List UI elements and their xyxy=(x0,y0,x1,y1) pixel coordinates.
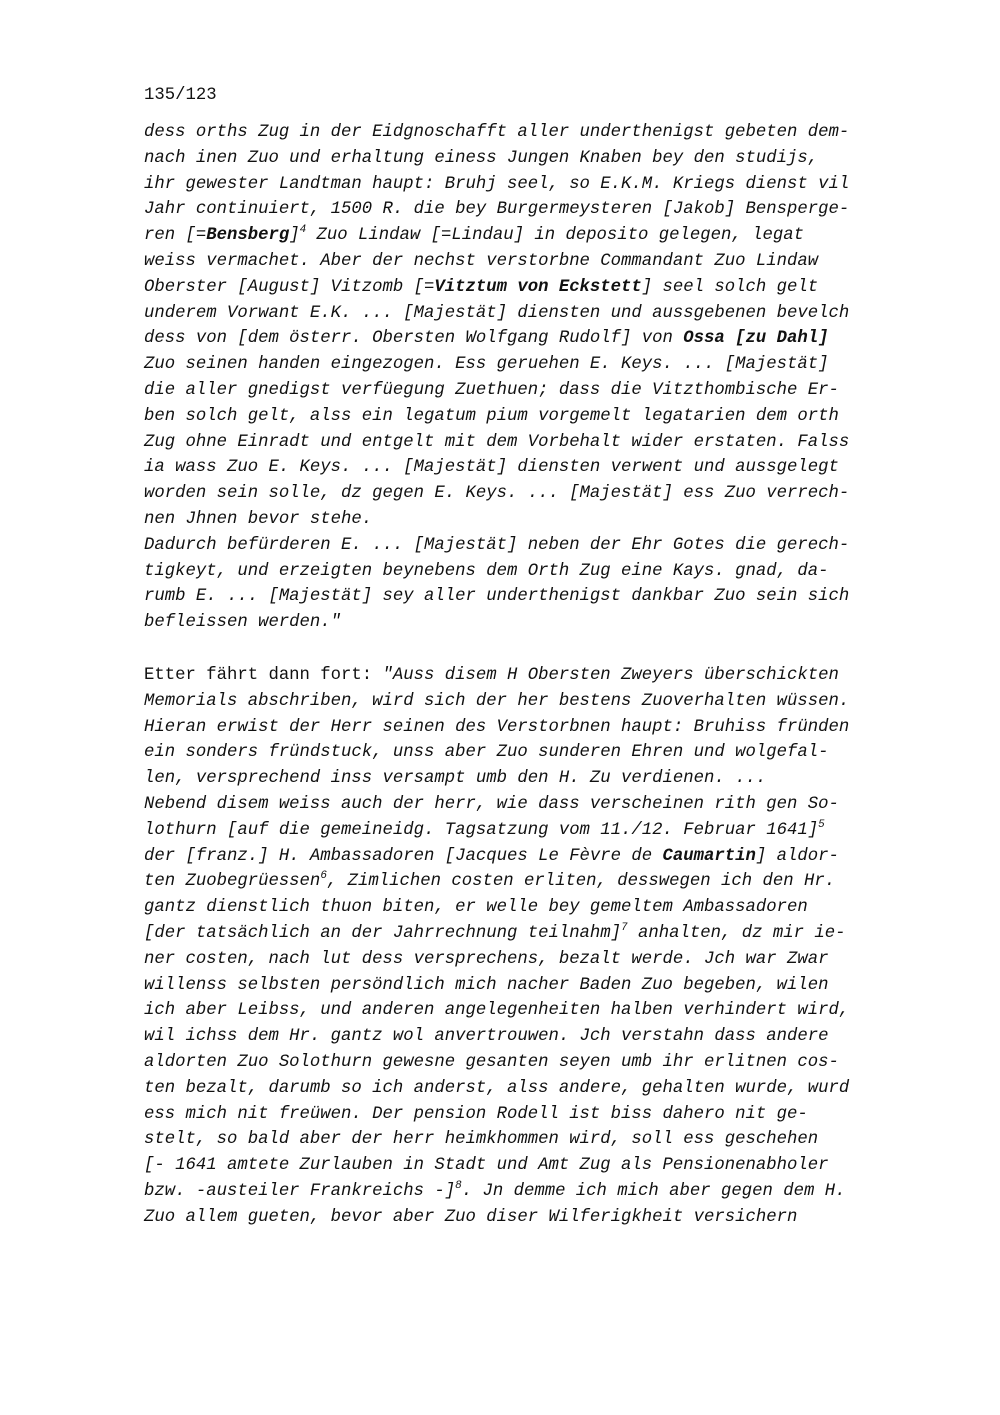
text-line xyxy=(144,559,849,585)
text-run: der [franz.] H. Ambassadoren [Jacques Le Fèvre de xyxy=(144,846,663,866)
text-line xyxy=(144,1205,849,1231)
text-run: dess von [dem österr. Obersten Wolfgang Rudolf] von xyxy=(144,329,684,349)
text-line xyxy=(144,352,849,378)
text-run: ren [= xyxy=(144,226,207,246)
text-line xyxy=(144,973,849,999)
text-line xyxy=(144,326,849,352)
quoted-letter-paragraph xyxy=(144,120,849,636)
text-run: rumb E. ... [Majestät] sey aller underthenigst dankbar Zuo sein sich xyxy=(144,587,850,607)
text-run: Zuo Lindaw [=Lindau] in deposito gelegen, legat xyxy=(306,226,804,246)
text-run: Zug ohne Einradt und entgelt mit dem Vorbehalt wider erstaten. Falss xyxy=(144,432,850,452)
text-run: Etter fährt dann fort: xyxy=(144,666,383,685)
text-run: [- 1641 amtete Zurlauben in Stadt und Amt Zug als Pensionenabholer xyxy=(144,1156,829,1176)
text-line xyxy=(144,301,849,327)
bold-name: Caumartin xyxy=(662,846,756,866)
footnote-marker: 4 xyxy=(299,224,307,237)
text-line xyxy=(144,507,849,533)
text-run: "Auss disem H Obersten Zweyers überschickten xyxy=(382,666,839,685)
text-run: ] xyxy=(289,226,300,246)
text-line xyxy=(144,197,849,223)
bold-name: Ossa [zu Dahl] xyxy=(683,329,829,349)
text-line xyxy=(144,1050,849,1076)
text-line xyxy=(144,998,849,1024)
page-number: 135/123 xyxy=(144,86,217,105)
text-line xyxy=(144,120,849,146)
text-run: Zuo allem gueten, bevor aber Zuo diser Wilferigkheit versichern xyxy=(144,1207,798,1227)
text-run: underem Vorwant E.K. ... [Majestät] diensten und aussgebenen bevelch xyxy=(144,303,850,323)
text-run: weiss vermachet. Aber der nechst verstorbne Commandant Zuo Lindaw xyxy=(144,251,819,271)
text-run: Memorials abschriben, wird sich der her bestens Zuoverhalten wüssen. xyxy=(144,691,850,711)
text-line xyxy=(144,610,849,636)
text-run: aldorten Zuo Solothurn gewesne gesanten seyen umb ihr erlitnen cos- xyxy=(144,1052,839,1072)
text-run: ] seel solch gelt xyxy=(641,277,819,297)
text-line xyxy=(144,766,849,792)
text-run: Hieran erwist der Herr seinen des Verstorbnen haupt: Bruhiss fründen xyxy=(144,717,850,737)
etter-continuation-paragraph xyxy=(144,663,849,1231)
text-run: ner costen, nach lut dess versprechens, bezalt werde. Jch war Zwar xyxy=(144,949,829,969)
bold-name: Vitztum von Eckstett xyxy=(434,277,642,297)
text-line xyxy=(144,404,849,430)
text-line xyxy=(144,1153,849,1179)
text-run: nach inen Zuo und erhaltung einess Jungen Knaben bey den studijs, xyxy=(144,148,819,168)
text-line xyxy=(144,921,849,947)
text-run: Nebend disem weiss auch der herr, wie dass verscheinen rith gen So- xyxy=(144,794,839,814)
text-line xyxy=(144,1179,849,1205)
text-line xyxy=(144,146,849,172)
text-run: Zuo seinen handen eingezogen. Ess geruehen E. Keys. ... [Majestät] xyxy=(144,355,829,375)
text-run: ein sonders fründstuck, unss aber Zuo sunderen Ehren und wolgefal- xyxy=(144,743,829,763)
text-run: tigkeyt, und erzeigten beynebens dem Orth Zug eine Kays. gnad, da- xyxy=(144,561,829,581)
text-run: gantz dienstlich thuon biten, er welle bey gemeltem Ambassadoren xyxy=(144,898,808,918)
text-run: , Zimlichen costen erliten, desswegen ich den Hr. xyxy=(326,872,836,892)
text-line xyxy=(144,895,849,921)
text-line xyxy=(144,818,849,844)
text-run: ia wass Zuo E. Keys. ... [Majestät] diensten verwent und aussgelegt xyxy=(144,458,839,478)
text-run: Dadurch befürderen E. ... [Majestät] neben der Ehr Gotes die gerech- xyxy=(144,535,850,555)
text-run: . Jn demme ich mich aber gegen dem H. xyxy=(461,1181,846,1201)
text-run: ten Zuobegrüessen xyxy=(144,872,321,892)
text-run: bzw. -austeiler Frankreichs -] xyxy=(144,1181,456,1201)
text-run: ] aldor- xyxy=(755,846,839,866)
text-line xyxy=(144,455,849,481)
text-line xyxy=(144,378,849,404)
text-run: befleissen werden." xyxy=(144,613,342,633)
text-run: worden sein solle, dz gegen E. Keys. ... [Majestät] ess Zuo verrech- xyxy=(144,484,850,504)
text-run: Oberster [August] Vitzomb [= xyxy=(144,277,435,297)
footnote-marker: 5 xyxy=(818,818,825,831)
text-line xyxy=(144,1024,849,1050)
text-run: ich aber Leibss, und anderen angelegenheiten halben verhindert wird, xyxy=(144,1001,850,1021)
text-line xyxy=(144,663,849,689)
text-run: lothurn [auf die gemeineidg. Tagsatzung vom 11./12. Februar 1641] xyxy=(144,820,819,840)
text-line xyxy=(144,869,849,895)
text-line xyxy=(144,844,849,870)
bold-name: Bensberg xyxy=(206,226,290,246)
text-line xyxy=(144,1076,849,1102)
footnote-marker: 7 xyxy=(621,921,628,934)
footnote-marker: 8 xyxy=(455,1179,462,1192)
text-run: die aller gnedigst verfüegung Zuethuen; dass die Vitzthombische Er- xyxy=(144,380,839,400)
text-run: ten bezalt, darumb so ich anderst, alss andere, gehalten wurde, wurd xyxy=(144,1078,850,1098)
text-line xyxy=(144,481,849,507)
text-run: ihr gewester Landtman haupt: Bruhj seel, so E.K.M. Kriegs dienst vil xyxy=(144,174,850,194)
text-run: Jahr continuiert, 1500 R. die bey Burgermeysteren [Jakob] Benspergе- xyxy=(144,200,850,220)
text-line xyxy=(144,947,849,973)
text-line xyxy=(144,740,849,766)
text-line xyxy=(144,792,849,818)
text-line xyxy=(144,584,849,610)
text-line xyxy=(144,1127,849,1153)
text-run: dess orths Zug in der Eidgnoschafft aller underthenigst gebeten dem- xyxy=(144,123,850,142)
text-line xyxy=(144,430,849,456)
text-line xyxy=(144,275,849,301)
text-run: ben solch gelt, alss ein legatum pium vorgemelt legatarien dem orth xyxy=(144,406,839,426)
text-run: len, versprechend inss versampt umb den H. Zu verdienen. ... xyxy=(144,769,767,789)
text-line xyxy=(144,172,849,198)
text-run: [der tatsächlich an der Jahrrechnung teilnahm] xyxy=(144,923,622,943)
text-line xyxy=(144,715,849,741)
text-run: wil ichss dem Hr. gantz wol anvertrouwen. Jch verstahn dass andere xyxy=(144,1027,829,1047)
text-run: nen Jhnen bevor stehe. xyxy=(144,509,373,529)
text-run: ess mich nit freüwen. Der pension Rodell ist biss dahero nit ge- xyxy=(144,1104,808,1124)
text-line xyxy=(144,1102,849,1128)
footnote-marker: 6 xyxy=(320,870,327,883)
text-line xyxy=(144,533,849,559)
text-run: willenss selbsten persöndlich mich nacher Baden Zuo begeben, wilen xyxy=(144,975,829,995)
text-run: stelt, so bald aber der herr heimkhommen wird, soll ess geschehen xyxy=(144,1130,819,1150)
text-line xyxy=(144,689,849,715)
text-line xyxy=(144,249,849,275)
text-line xyxy=(144,223,849,249)
text-run: anhalten, dz mir ie- xyxy=(627,923,846,943)
